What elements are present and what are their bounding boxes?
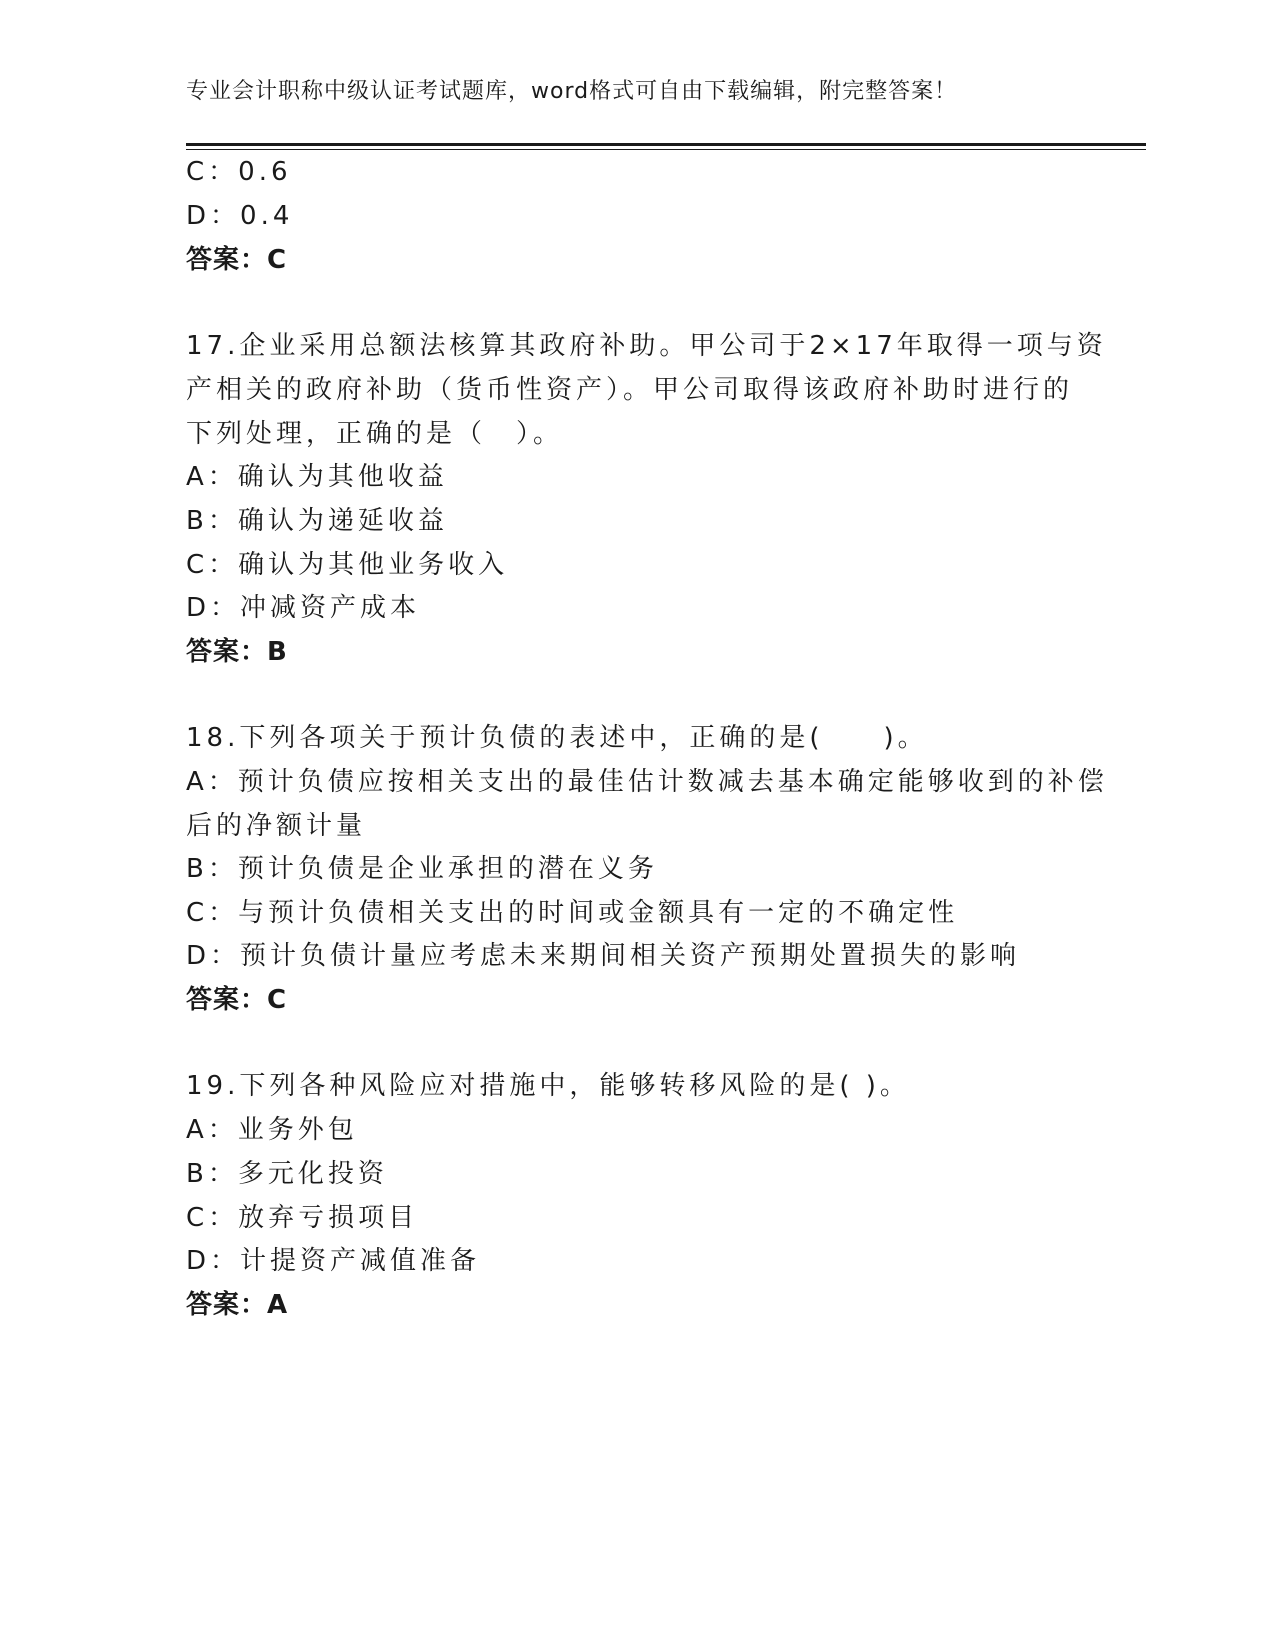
option-b: B：多元化投资 — [186, 1159, 388, 1189]
option-c: C：放弃亏损项目 — [186, 1203, 419, 1233]
option-d: D：预计负债计量应考虑未来期间相关资产预期处置损失的影响 — [186, 941, 1021, 971]
answer: 答案：B — [186, 637, 288, 667]
option-d: D：冲减资产成本 — [186, 593, 421, 623]
option-a: A：业务外包 — [186, 1115, 358, 1145]
option-c: C：0.6 — [186, 157, 292, 187]
header-divider-thin — [186, 149, 1146, 150]
option-a: A：确认为其他收益 — [186, 462, 448, 492]
question-17-line-1: 17.企业采用总额法核算其政府补助。甲公司于2×17年取得一项与资 — [186, 331, 1107, 361]
header-divider-thick — [186, 143, 1146, 146]
option-d: D：计提资产减值准备 — [186, 1246, 481, 1276]
answer: 答案：A — [186, 1290, 289, 1320]
question-17-line-2: 产相关的政府补助（货币性资产）。甲公司取得该政府补助时进行的 — [186, 375, 1074, 405]
question-17-line-3: 下列处理，正确的是（ ）。 — [186, 419, 564, 449]
question-19-line-1: 19.下列各种风险应对措施中，能够转移风险的是( )。 — [186, 1071, 910, 1101]
answer: 答案：C — [186, 985, 288, 1015]
option-b: B：预计负债是企业承担的潜在义务 — [186, 854, 658, 884]
question-18-line-1: 18.下列各项关于预计负债的表述中，正确的是( )。 — [186, 723, 928, 753]
page-header: 专业会计职称中级认证考试题库，word格式可自由下载编辑，附完整答案！ — [186, 79, 958, 104]
option-a-continued: 后的净额计量 — [186, 811, 367, 841]
option-a: A：预计负债应按相关支出的最佳估计数减去基本确定能够收到的补偿 — [186, 767, 1108, 797]
option-b: B：确认为递延收益 — [186, 506, 448, 536]
option-c: C：确认为其他业务收入 — [186, 550, 509, 580]
answer: 答案：C — [186, 245, 288, 275]
option-c: C：与预计负债相关支出的时间或金额具有一定的不确定性 — [186, 898, 959, 928]
option-d: D：0.4 — [186, 201, 294, 231]
